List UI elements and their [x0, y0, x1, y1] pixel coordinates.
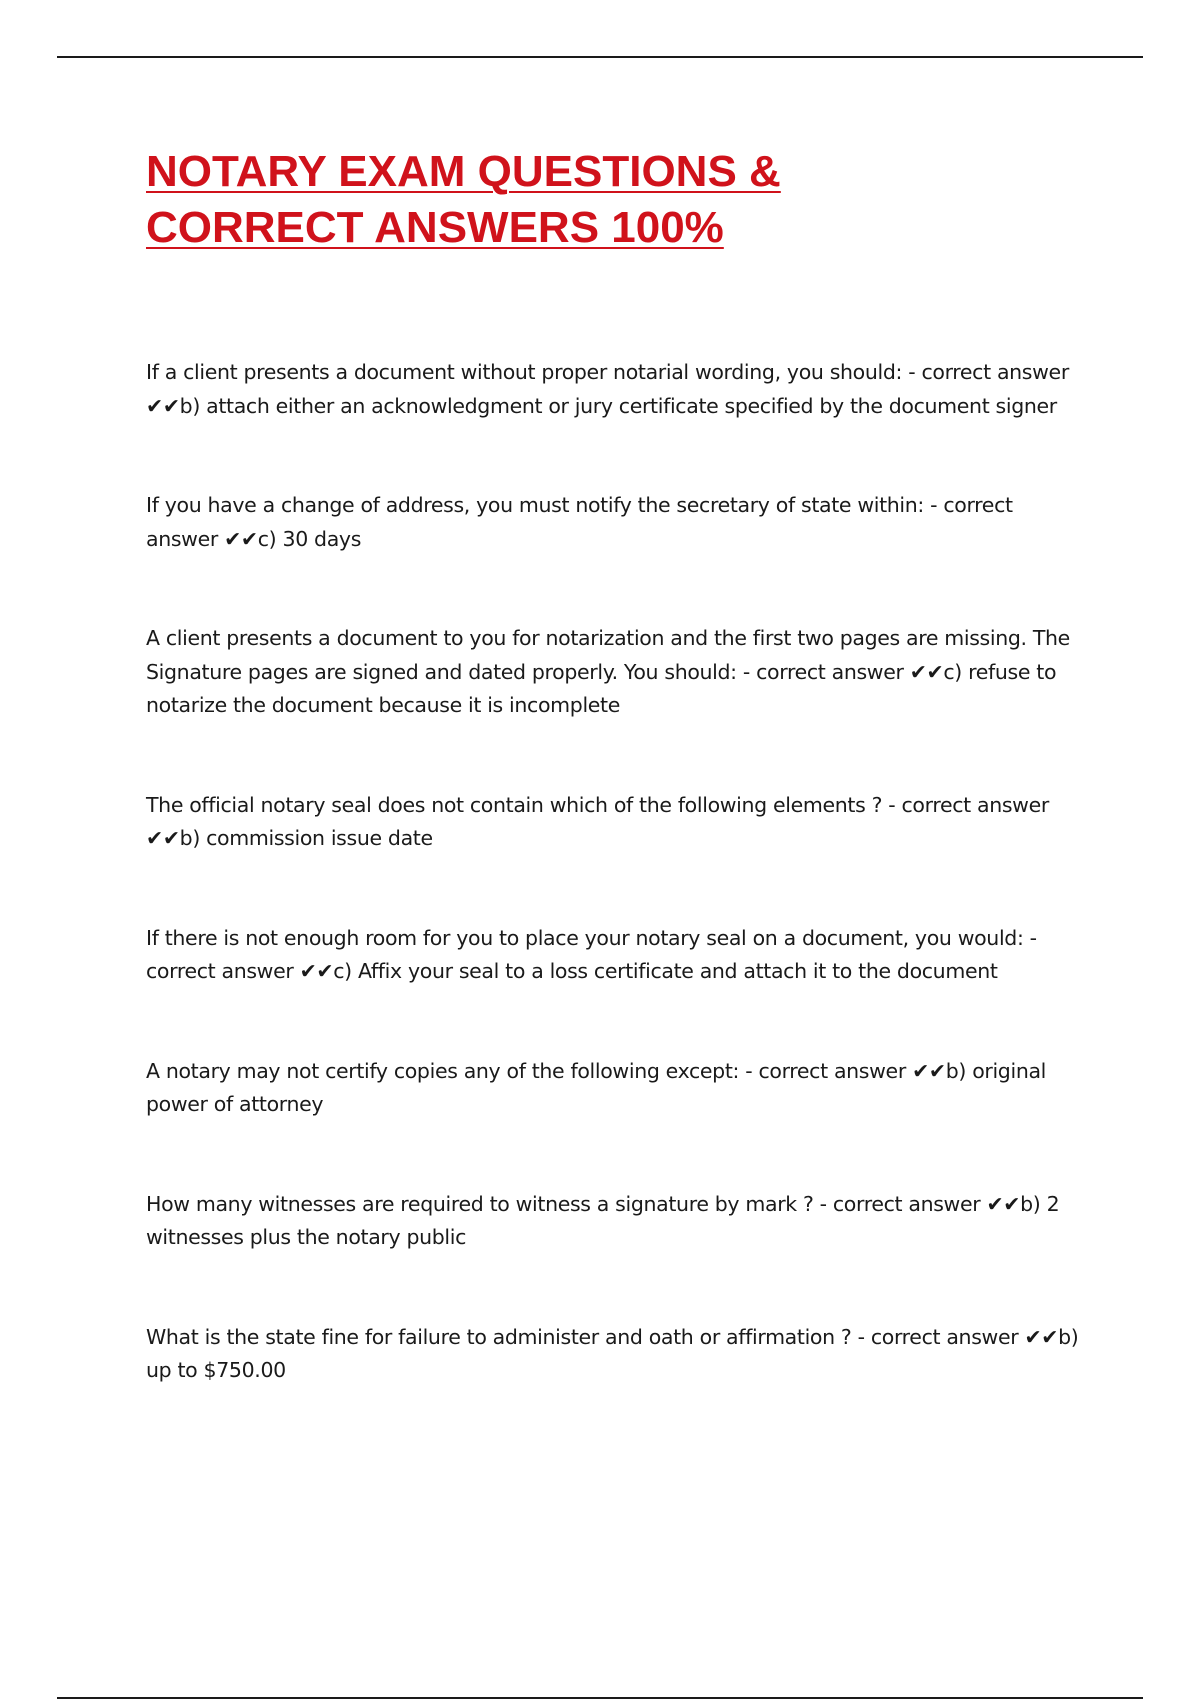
- footer-rule: [57, 1697, 1143, 1699]
- document-title: [146, 144, 1046, 256]
- question-answer-list: [146, 356, 1086, 1454]
- title-line-1: NOTARY EXAM QUESTIONS &: [146, 147, 781, 196]
- question-answer-item: If a client presents a document without proper notarial wording, you should: - correct answer ✔✔b) attach either an acknowledgment or jury certificate specified by the document signer: [146, 360, 1069, 418]
- question-answer-item: If you have a change of address, you must notify the secretary of state within: - correct answer ✔✔c) 30 days: [146, 493, 1013, 551]
- question-answer-item: What is the state fine for failure to administer and oath or affirmation ? - correct answer ✔✔b) up to $750.00: [146, 1324, 1079, 1382]
- title-line-2: CORRECT ANSWERS 100%: [146, 203, 724, 252]
- question-answer-item: A notary may not certify copies any of the following except: - correct answer ✔✔b) original power of attorney: [146, 1058, 1047, 1116]
- question-answer-item: If there is not enough room for you to place your notary seal on a document, you would: - correct answer ✔✔c) Affix your seal to a loss certificate and attach it to the document: [146, 925, 1037, 983]
- question-answer-item: The official notary seal does not contain which of the following elements ? - correct answer ✔✔b) commission issue date: [146, 792, 1049, 850]
- header-rule: [57, 56, 1143, 58]
- question-answer-item: How many witnesses are required to witness a signature by mark ? - correct answer ✔✔b) 2 witnesses plus the notary public: [146, 1191, 1060, 1249]
- question-answer-item: A client presents a document to you for notarization and the first two pages are missing. The Signature pages are signed and dated properly. You should: - correct answer ✔✔c) refuse to notarize the document because it is incomplete: [146, 626, 1070, 717]
